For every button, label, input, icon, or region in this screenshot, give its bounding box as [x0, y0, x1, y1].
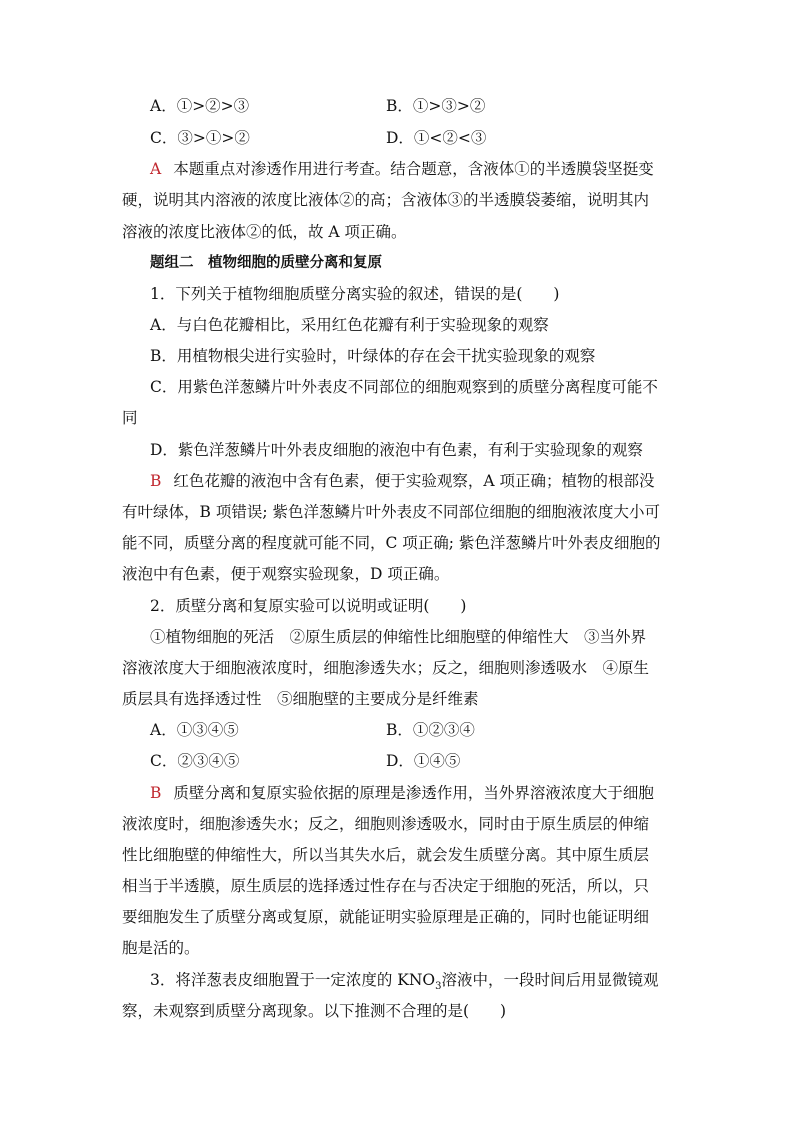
q0-explanation-line-1: A 本题重点对渗透作用进行考查。结合题意，含液体①的半透膜袋坚挺变: [150, 160, 654, 178]
q3-subscript: 3: [435, 981, 442, 993]
q1-answer-letter: B: [150, 472, 162, 490]
q0-option-d: D．①<②<③: [386, 129, 487, 147]
q0-explanation-line-3: 溶液的浓度比液体②的低，故 A 项正确。: [122, 223, 407, 241]
q2-statement-line-3: 质层具有选择透过性 ⑤细胞壁的主要成分是纤维素: [122, 690, 479, 708]
q2-explanation-line-2: 液浓度时，细胞渗透失水；反之，细胞则渗透吸水，同时由于原生质层的伸缩: [122, 815, 650, 833]
q1-explanation-line-3: 能不同，质壁分离的程度就可能不同，C 项正确; 紫色洋葱鳞片叶外表皮细胞的: [122, 534, 661, 552]
q2-explanation-line-4: 相当于半透膜，原生质层的选择透过性存在与否决定于细胞的死活，所以，只: [122, 877, 650, 895]
q0-answer-letter: A: [150, 160, 162, 178]
q2-statement-line-2: 溶液浓度大于细胞液浓度时，细胞渗透失水；反之，细胞则渗透吸水 ④原生: [122, 659, 650, 677]
section-title: 题组二 植物细胞的质壁分离和复原: [150, 254, 382, 271]
q0-option-b: B．①>③>②: [386, 97, 486, 115]
q1-option-b: B．用植物根尖进行实验时，叶绿体的存在会干扰实验现象的观察: [150, 347, 596, 365]
q1-option-c: C．用紫色洋葱鳞片叶外表皮不同部位的细胞观察到的质壁分离程度可能不: [150, 378, 658, 396]
q1-explanation-line-1: B 红色花瓣的液泡中含有色素，便于实验观察，A 项正确；植物的根部没: [150, 472, 655, 490]
q1-stem: 1．下列关于植物细胞质壁分离实验的叙述，错误的是( ): [150, 285, 560, 303]
q3-stem-line-1: 3．将洋葱表皮细胞置于一定浓度的 $KNO_3$溶液中，一段时间后用显微镜观: [150, 971, 659, 993]
q1-explanation-line-4: 液泡中有色素，便于观察实验现象，D 项正确。: [122, 565, 450, 583]
q0-explanation-line-2: 硬，说明其内溶液的浓度比液体②的高；含液体③的半透膜袋萎缩，说明其内: [122, 191, 650, 209]
q2-option-a: A．①③④⑤: [150, 721, 239, 739]
q1-option-d: D．紫色洋葱鳞片叶外表皮细胞的液泡中有色素，有利于实验现象的观察: [150, 441, 643, 459]
q2-explanation-line-5: 要细胞发生了质壁分离或复原，就能证明实验原理是正确的，同时也能证明细: [122, 908, 650, 926]
q1-explanation-line-2: 有叶绿体，B 项错误; 紫色洋葱鳞片叶外表皮不同部位细胞的细胞液浓度大小可: [122, 503, 660, 521]
q2-statement-line-1: ①植物细胞的死活 ②原生质层的伸缩性比细胞壁的伸缩性大 ③当外界: [150, 628, 647, 646]
q2-option-b: B．①②③④: [386, 721, 475, 739]
q1-option-c-cont: 同: [122, 409, 138, 427]
q2-explanation-line-1: B 质壁分离和复原实验依据的原理是渗透作用，当外界溶液浓度大于细胞: [150, 784, 654, 802]
q2-stem: 2．质壁分离和复原实验可以说明或证明( ): [150, 597, 467, 615]
q1-option-a: A．与白色花瓣相比，采用红色花瓣有利于实验现象的观察: [150, 316, 549, 334]
q3-stem-line-2: 察，未观察到质壁分离现象。以下推测不合理的是( ): [122, 1002, 507, 1020]
q2-option-c: C．②③④⑤: [150, 752, 240, 770]
q0-option-a: A．①>②>③: [150, 97, 250, 115]
q2-explanation-line-3: 性比细胞壁的伸缩性大，所以当其失水后，就会发生质壁分离。其中原生质层: [122, 846, 650, 864]
q2-option-d: D．①④⑤: [386, 752, 461, 770]
q2-explanation-line-6: 胞是活的。: [122, 939, 200, 957]
q0-option-c: C．③>①>②: [150, 129, 250, 147]
q2-answer-letter: B: [150, 784, 162, 802]
